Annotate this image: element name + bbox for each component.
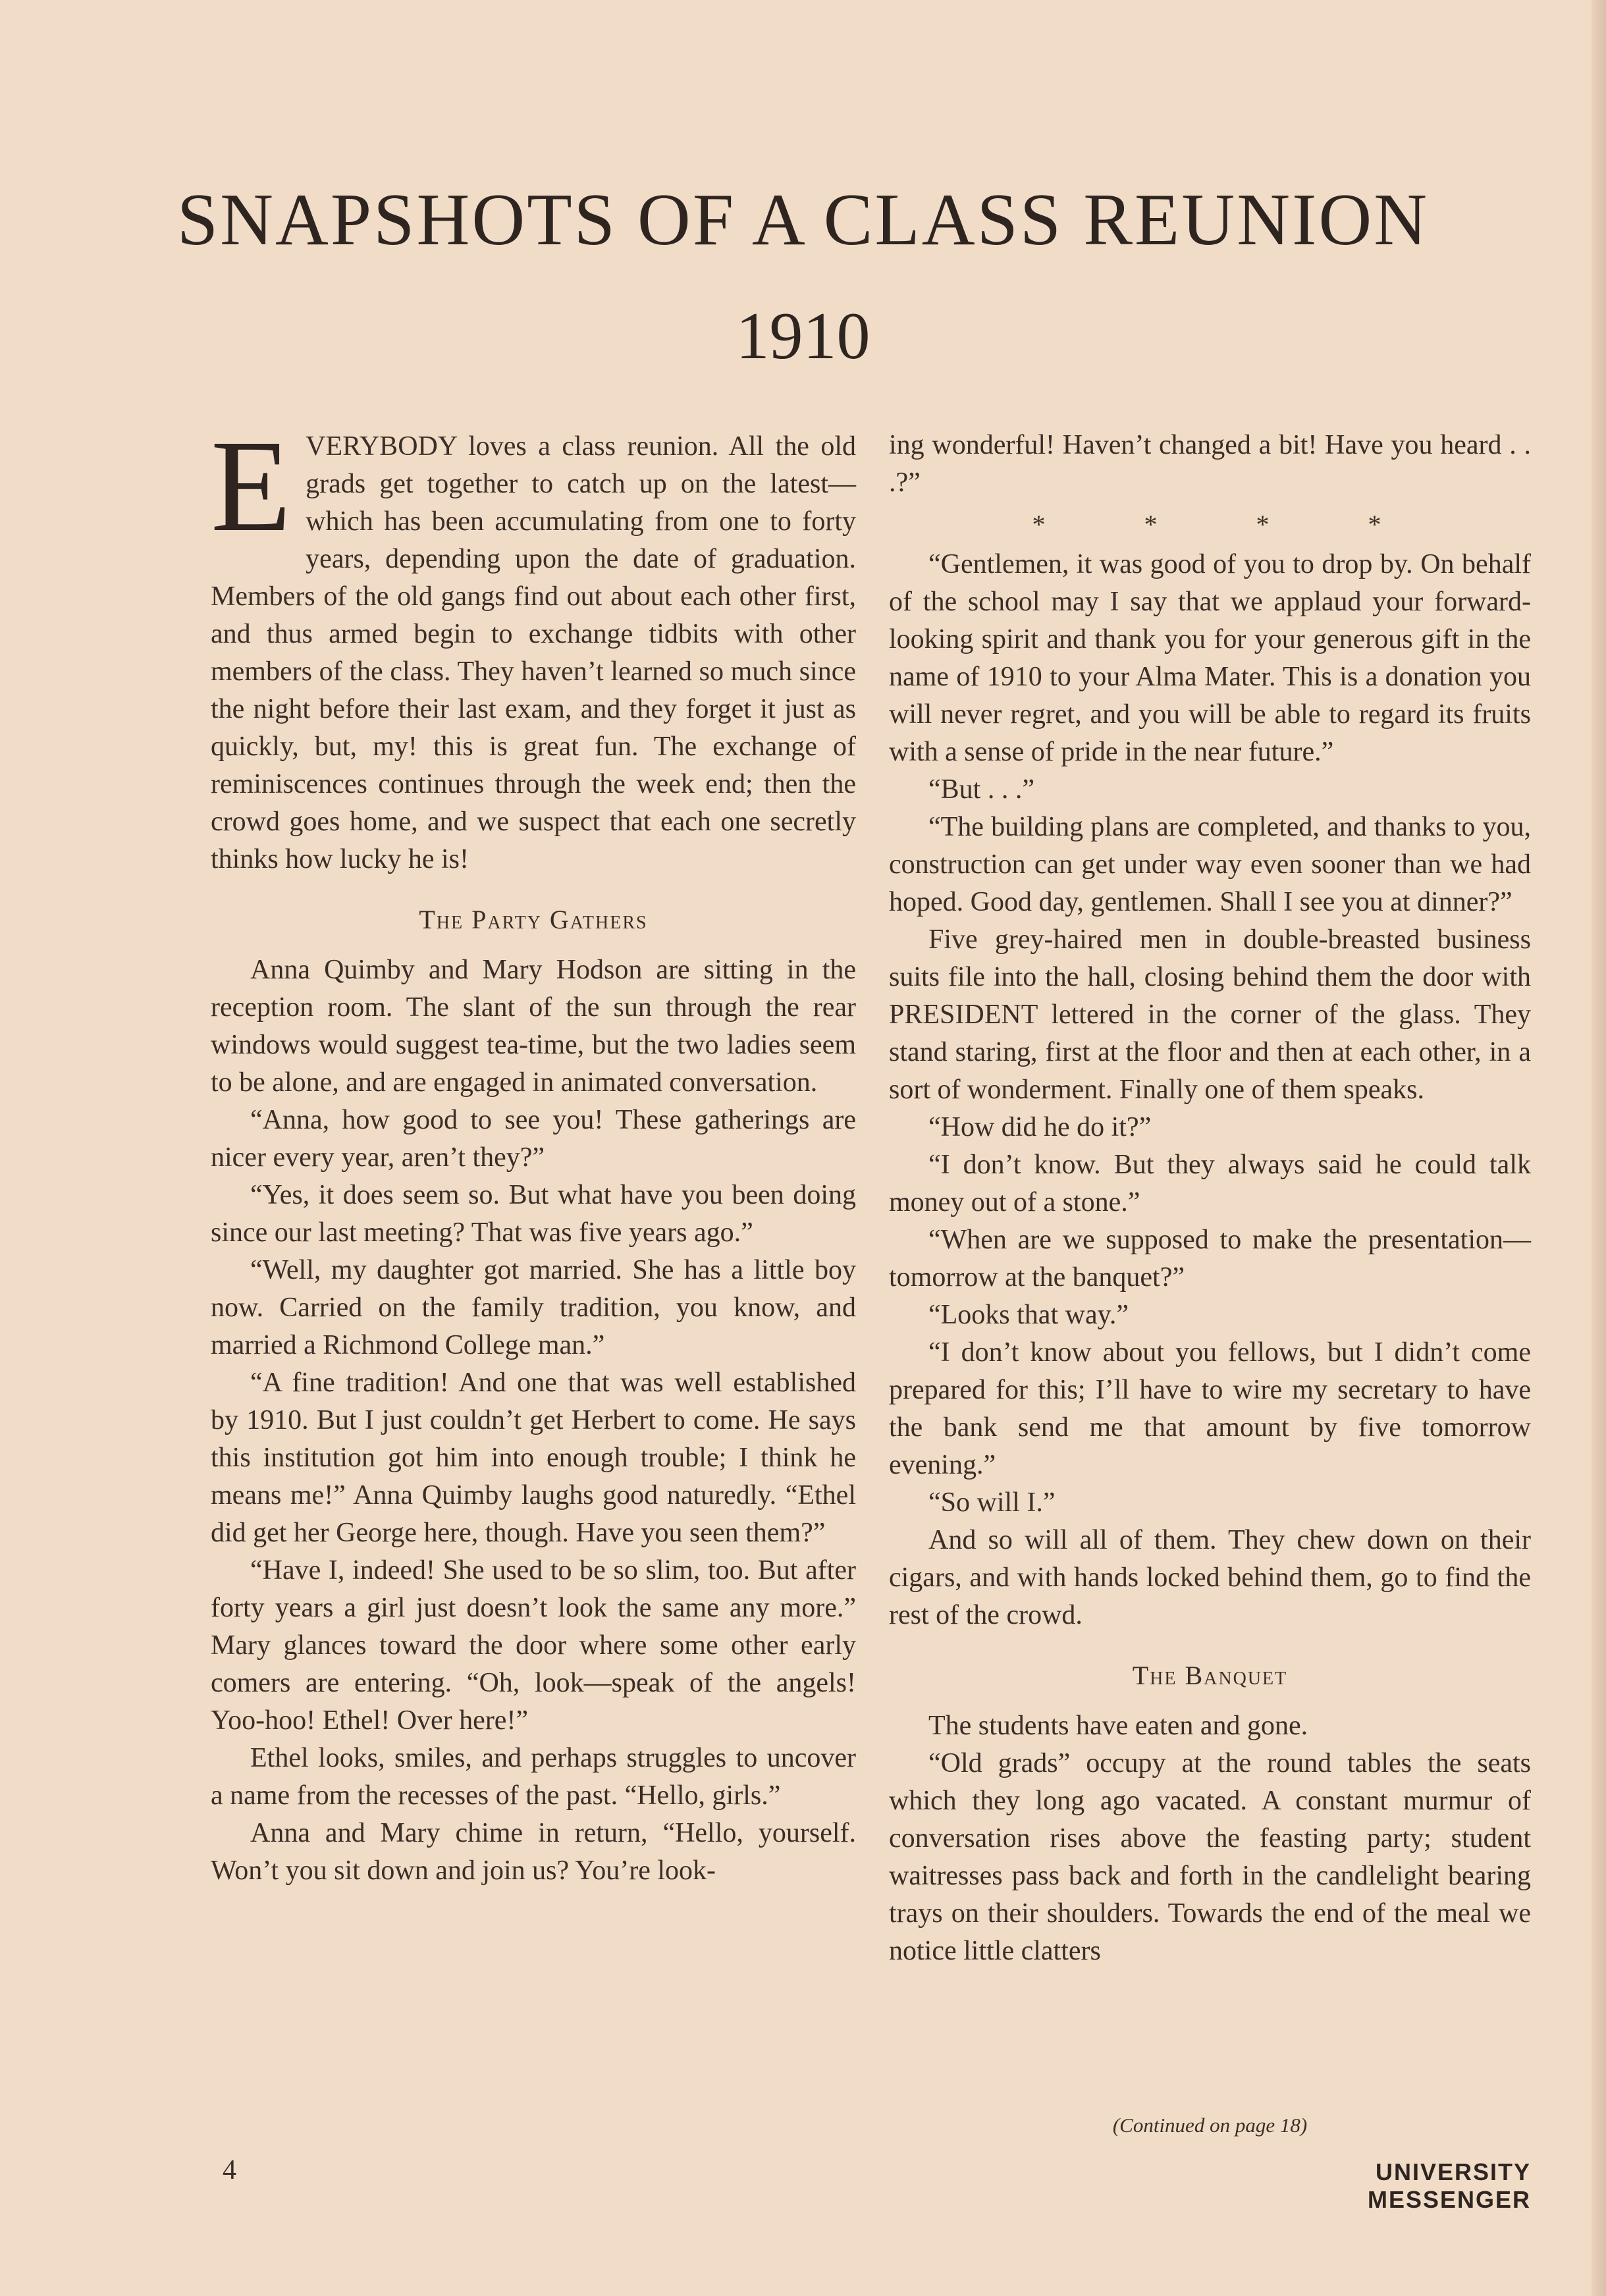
article-title: SNAPSHOTS OF A CLASS REUNION — [176, 179, 1430, 261]
left-paragraph: Anna and Mary chime in return, “Hello, yourself. Won’t you sit down and join us? You’re look- — [211, 1818, 856, 1886]
right-paragraph: And so will all of them. They chew down on their cigars, and with hands locked behind them, go to find the rest of the crowd. — [889, 1525, 1531, 1630]
right-paragraph: Five grey-haired men in double-breasted business suits file into the hall, closing behind them the door with PRESIDENT lettered in the corner of the glass. They stand staring, first at the floor and then at each other, in a sort of wonderment. Finally one of them speaks. — [889, 924, 1531, 1105]
section-heading-party-gathers: The Party Gathers — [419, 905, 648, 934]
left-column — [211, 414, 856, 1890]
scene-separator: * * * * — [1032, 510, 1428, 539]
article-year: 1910 — [736, 299, 870, 373]
right-column — [889, 427, 1531, 1970]
drop-cap: E — [211, 414, 292, 559]
right-paragraph: “Old grads” occupy at the round tables the seats which they long ago vacated. A constant murmur of conversation rises above the feasting party; student waitresses pass back and forth in the candlelight bearing trays on their shoulders. Towards the end of the meal we notice little clatters — [889, 1748, 1531, 1966]
continuation-paragraph: ing wonderful! Haven’t changed a bit! Have you heard . . .?” — [889, 430, 1531, 498]
left-paragraph: Ethel looks, smiles, and perhaps struggles to uncover a name from the recesses of the past. “Hello, girls.” — [211, 1743, 856, 1811]
right-paragraph: “Gentlemen, it was good of you to drop by. On behalf of the school may I say that we applaud your forward-looking spirit and thank you for your generous gift in the name of 1910 to your Alma Mater. This is a donation you will never regret, and you will be able to regard its fruits with a sense of pride in the near future.” — [889, 549, 1531, 767]
right-paragraph: “How did he do it?” — [928, 1112, 1152, 1142]
left-paragraph: “Anna, how good to see you! These gatherings are nicer every year, aren’t they?” — [211, 1105, 856, 1173]
intro-caps: VERYBODY — [306, 431, 457, 462]
magazine-name: UNIVERSITY MESSENGER — [1367, 2158, 1531, 2213]
right-paragraph: “But . . .” — [928, 774, 1034, 805]
right-paragraph: The students have eaten and gone. — [928, 1711, 1308, 1741]
left-paragraph: Anna Quimby and Mary Hodson are sitting in the reception room. The slant of the sun through the rear windows would suggest tea-time, but the two ladies seem to be alone, and are engaged in animated conversation. — [211, 955, 856, 1098]
page-number: 4 — [223, 2155, 236, 2185]
continued-note: (Continued on page 18) — [1112, 2114, 1308, 2137]
right-paragraph: “The building plans are completed, and thanks to you, construction can get under way even sooner than we had hoped. Good day, gentlemen. Shall I see you at dinner?” — [889, 812, 1531, 917]
intro-text: loves a class reunion. All the old grads get together to catch up on the latest—which has been accumulating from one to forty years, depending upon the date of graduation. Members of the old gangs find out about each other first, and thus armed begin to exchange tidbits with other members of the class. They haven’t learned so much since the night before their last exam, and they forget it just as quickly, but, my! this is great fun. The exchange of reminiscences continues through the week end; then the crowd goes home, and we suspect that each one secretly thinks how lucky he is! — [211, 431, 856, 874]
section-heading-banquet: The Banquet — [1132, 1661, 1288, 1690]
right-paragraph: “I don’t know. But they always said he could talk money out of a stone.” — [889, 1150, 1531, 1217]
right-paragraph: “Looks that way.” — [928, 1300, 1129, 1330]
intro-paragraph — [211, 414, 856, 878]
right-paragraph: “When are we supposed to make the presentation—tomorrow at the banquet?” — [889, 1225, 1531, 1293]
left-paragraph: “Yes, it does seem so. But what have you been doing since our last meeting? That was five years ago.” — [211, 1180, 856, 1248]
right-paragraph: “I don’t know about you fellows, but I didn’t come prepared for this; I’ll have to wire my secretary to have the bank send me that amount by five tomorrow evening.” — [889, 1337, 1531, 1480]
right-paragraph: “So will I.” — [928, 1487, 1056, 1518]
left-paragraph: “Well, my daughter got married. She has a little boy now. Carried on the family tradition, you know, and married a Richmond College man.” — [211, 1255, 856, 1360]
left-paragraph: “A fine tradition! And one that was well established by 1910. But I just couldn’t get Herbert to come. He says this institution got him into enough trouble; I think he means me!” Anna Quimby laughs good naturedly. “Ethel did get her George here, though. Have you seen them?” — [211, 1368, 856, 1548]
left-paragraph: “Have I, indeed! She used to be so slim, too. But after forty years a girl just doesn’t look the same any more.” Mary glances toward the door where some other early comers are entering. “Oh, look—speak of the angels! Yoo-hoo! Ethel! Over here!” — [211, 1555, 856, 1736]
